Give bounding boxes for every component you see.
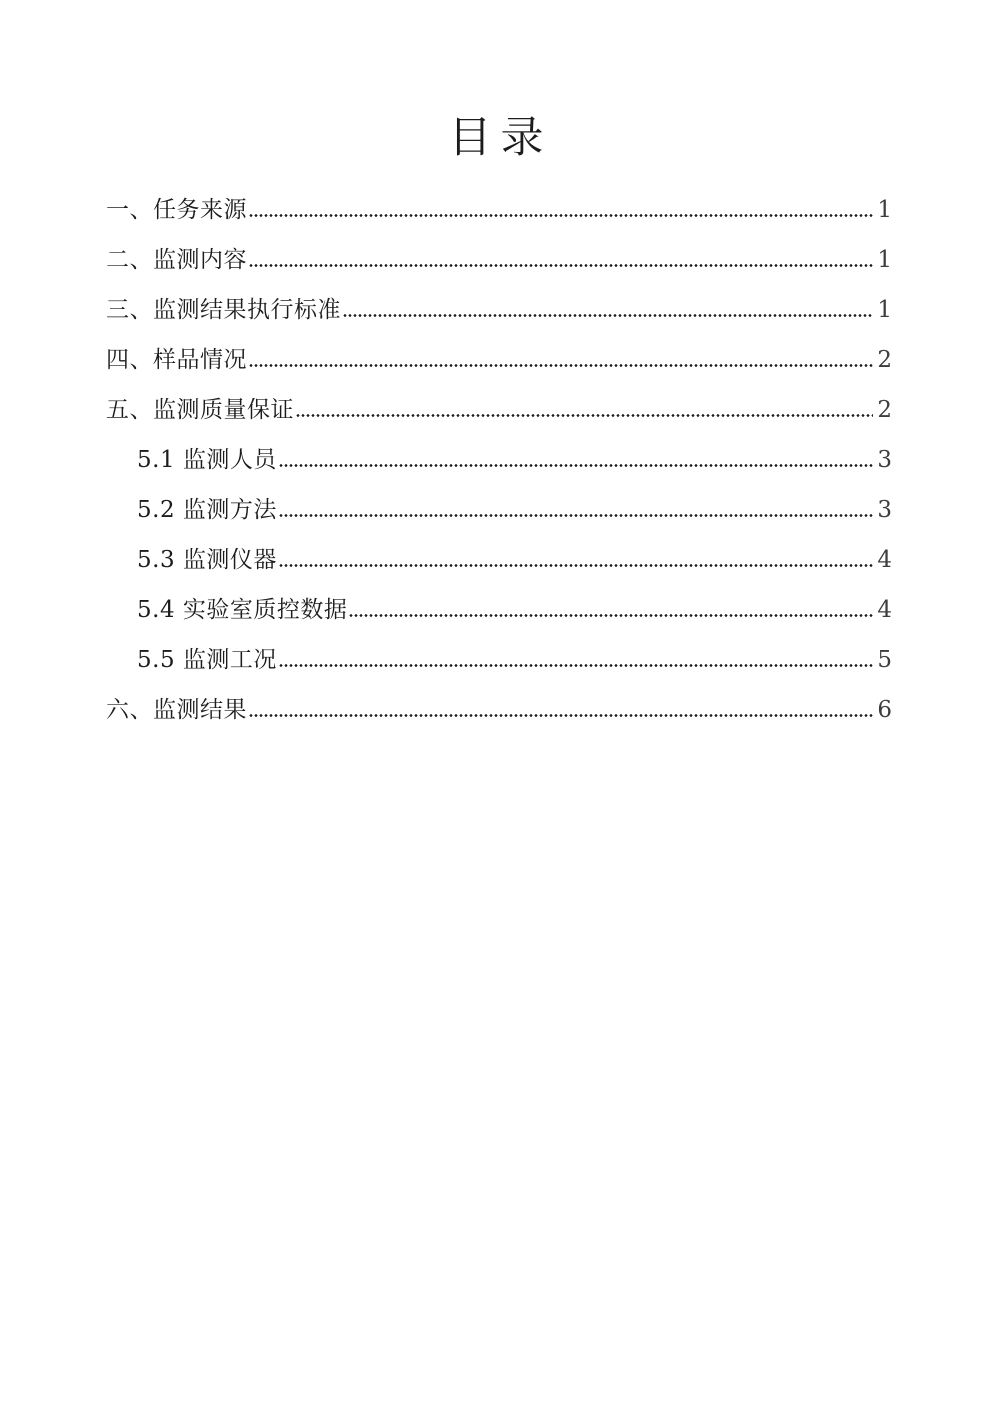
toc-entry-label: 5.5 监测工况 xyxy=(137,647,277,673)
toc-entry-label: 5.3 监测仪器 xyxy=(137,547,277,573)
toc-leader-dots xyxy=(349,614,873,617)
toc-entry[interactable] xyxy=(106,395,892,445)
toc-entry-page-number: 5 xyxy=(877,647,892,673)
toc-entry-label: 三、监测结果执行标准 xyxy=(106,297,341,323)
toc-entry-page-number: 1 xyxy=(877,247,892,273)
toc-entry-label: 五、监测质量保证 xyxy=(106,397,294,423)
toc-entry-page-number: 4 xyxy=(877,547,892,573)
toc-entry-label: 一、任务来源 xyxy=(106,197,247,223)
toc-entry-label: 5.1 监测人员 xyxy=(137,447,277,473)
toc-entry[interactable] xyxy=(106,445,892,495)
toc-leader-dots xyxy=(296,414,873,417)
toc-entry[interactable] xyxy=(106,245,892,295)
toc-leader-dots xyxy=(249,364,873,367)
toc-leader-dots xyxy=(249,714,873,717)
toc-leader-dots xyxy=(279,464,873,467)
toc-entry[interactable] xyxy=(106,195,892,245)
toc-entry[interactable] xyxy=(106,545,892,595)
toc-entry[interactable] xyxy=(106,495,892,545)
toc-entry-label: 六、监测结果 xyxy=(106,697,247,723)
toc-leader-dots xyxy=(343,314,873,317)
toc-entry-label: 四、样品情况 xyxy=(106,347,247,373)
toc-entry[interactable] xyxy=(106,695,892,745)
toc-entry[interactable] xyxy=(106,345,892,395)
toc-entry-page-number: 1 xyxy=(877,197,892,223)
toc-entry-page-number: 1 xyxy=(877,297,892,323)
document-title: 目录 xyxy=(448,113,553,163)
toc-leader-dots xyxy=(249,214,873,217)
toc-entry[interactable] xyxy=(106,645,892,695)
toc-entry-label: 二、监测内容 xyxy=(106,247,247,273)
toc-entry-label: 5.4 实验室质控数据 xyxy=(137,597,348,623)
toc-leader-dots xyxy=(279,514,873,517)
toc-entry-page-number: 2 xyxy=(877,347,892,373)
toc-entry[interactable] xyxy=(106,595,892,645)
toc-entry-page-number: 4 xyxy=(877,597,892,623)
toc-entry-page-number: 3 xyxy=(877,497,892,523)
toc-leader-dots xyxy=(249,264,873,267)
toc-entry-page-number: 6 xyxy=(877,697,892,723)
toc-leader-dots xyxy=(279,564,873,567)
toc-entry-page-number: 3 xyxy=(877,447,892,473)
toc-entry-label: 5.2 监测方法 xyxy=(137,497,277,523)
toc-leader-dots xyxy=(279,664,873,667)
toc-list xyxy=(106,195,892,745)
toc-entry[interactable] xyxy=(106,295,892,345)
toc-entry-page-number: 2 xyxy=(877,397,892,423)
